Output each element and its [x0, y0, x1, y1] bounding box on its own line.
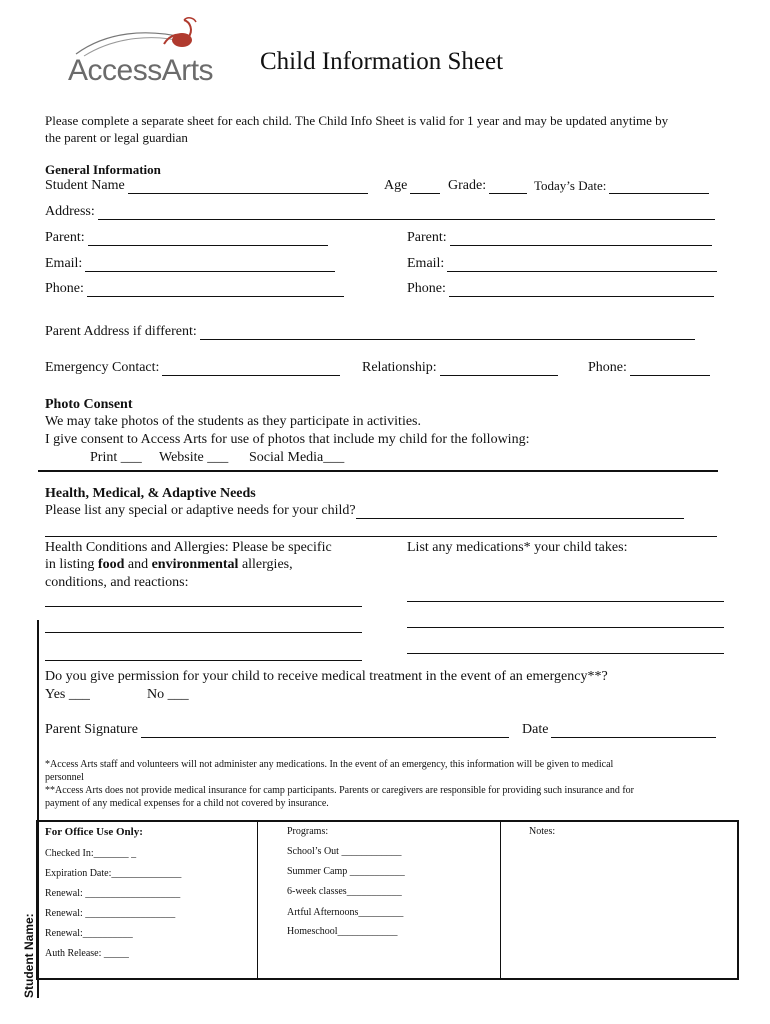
program-artful-afternoons[interactable]: Artful Afternoons_________ [287, 907, 404, 918]
signature-date-field[interactable] [522, 722, 716, 738]
office-programs-label: Programs: [287, 826, 329, 837]
adaptive-needs-label: Please list any special or adaptive needs for your child? [45, 503, 356, 518]
program-homeschool[interactable]: Homeschool____________ [287, 926, 398, 937]
address-line[interactable] [98, 205, 715, 220]
office-renewal-2[interactable]: Renewal: __________________ [45, 908, 176, 919]
office-renewal-3[interactable]: Renewal:__________ [45, 928, 133, 939]
office-col-divider-2 [500, 822, 501, 978]
email2-field[interactable] [407, 256, 717, 272]
section-divider [38, 470, 718, 472]
parent1-label: Parent: [45, 230, 85, 245]
office-notes-label: Notes: [529, 826, 556, 837]
permission-no[interactable]: No ___ [147, 687, 189, 702]
phone1-label: Phone: [45, 281, 84, 296]
student-name-line[interactable] [128, 179, 368, 194]
emergency-phone-line[interactable] [630, 361, 710, 376]
email1-label: Email: [45, 256, 83, 271]
photo-line1: We may take photos of the students as they participate in activities. [45, 414, 421, 429]
office-use-box [36, 820, 739, 980]
parent1-field[interactable] [45, 230, 328, 246]
logo [66, 14, 226, 94]
photo-line2: I give consent to Access Arts for use of photos that include my child for the following: [45, 432, 530, 447]
email1-line[interactable] [85, 257, 335, 272]
parent1-line[interactable] [88, 231, 328, 246]
parent2-label: Parent: [407, 230, 447, 245]
intro-text: Please complete a separate sheet for each child. The Child Info Sheet is valid for 1 year and may be updated anytime by [45, 113, 669, 128]
medications-line-2[interactable] [407, 627, 724, 628]
email1-field[interactable] [45, 256, 335, 272]
phone1-field[interactable] [45, 281, 344, 297]
note-1b: personnel [45, 772, 84, 783]
phone2-field[interactable] [407, 281, 714, 297]
emergency-contact-field[interactable] [45, 360, 340, 376]
todays-date-field[interactable] [534, 178, 709, 194]
program-6-week[interactable]: 6-week classes___________ [287, 886, 402, 897]
todays-date-label: Today’s Date: [534, 178, 607, 193]
email2-line[interactable] [447, 257, 717, 272]
program-schools-out[interactable]: School’s Out ____________ [287, 846, 402, 857]
age-label: Age [384, 178, 408, 193]
signature-label: Parent Signature [45, 722, 138, 737]
photo-print-option[interactable]: Print ___ [90, 450, 142, 465]
grade-line[interactable] [489, 179, 527, 194]
phone1-line[interactable] [87, 282, 344, 297]
address-field[interactable] [45, 204, 715, 220]
emergency-contact-line[interactable] [162, 361, 340, 376]
conditions-text-a: in listing [45, 557, 95, 572]
note-2b: payment of any medical expenses for a child not covered by insurance. [45, 798, 329, 809]
office-auth-release[interactable]: Auth Release: _____ [45, 948, 129, 959]
conditions-text-b: allergies, [241, 557, 293, 572]
medications-label: List any medications* your child takes: [407, 540, 628, 555]
medications-line-1[interactable] [407, 601, 724, 602]
photo-website-option[interactable]: Website ___ [159, 450, 229, 465]
parent-address-line[interactable] [200, 325, 695, 340]
emergency-phone-label: Phone: [588, 360, 627, 375]
parent-address-label: Parent Address if different: [45, 324, 197, 339]
photo-heading: Photo Consent [45, 397, 133, 412]
grade-field[interactable] [448, 178, 527, 194]
parent2-field[interactable] [407, 230, 712, 246]
conditions-line-2[interactable] [45, 632, 362, 633]
intro-text-2: the parent or legal guardian [45, 130, 188, 145]
general-heading: General Information [45, 162, 161, 177]
age-field[interactable] [384, 178, 440, 194]
parent-address-field[interactable] [45, 324, 695, 340]
relationship-field[interactable] [362, 360, 558, 376]
conditions-line-1[interactable] [45, 606, 362, 607]
relationship-line[interactable] [440, 361, 558, 376]
side-student-name-label: Student Name: [22, 913, 36, 998]
email2-label: Email: [407, 256, 445, 271]
emergency-phone-field[interactable] [588, 360, 710, 376]
signature-field[interactable] [45, 722, 509, 738]
conditions-label-1: Health Conditions and Allergies: Please be specific [45, 540, 332, 555]
permission-yes[interactable]: Yes ___ [45, 687, 90, 702]
conditions-environmental: environmental [151, 557, 239, 572]
health-heading: Health, Medical, & Adaptive Needs [45, 486, 256, 501]
office-heading: For Office Use Only: [45, 826, 143, 838]
conditions-line-3[interactable] [45, 660, 362, 661]
logo-text: AccessArts [68, 54, 214, 87]
adaptive-needs-field[interactable] [45, 503, 684, 519]
note-2: **Access Arts does not provide medical insurance for camp participants. Parents or caregivers are responsible for providing such insurance and for [45, 785, 634, 796]
office-col-divider-1 [257, 822, 258, 978]
parent2-line[interactable] [450, 231, 712, 246]
age-line[interactable] [410, 179, 440, 194]
adaptive-needs-line[interactable] [356, 504, 684, 519]
signature-line[interactable] [141, 723, 509, 738]
medications-line-3[interactable] [407, 653, 724, 654]
conditions-and: and [127, 557, 149, 572]
office-checked-in[interactable]: Checked In:_______ _ [45, 848, 137, 859]
emergency-contact-label: Emergency Contact: [45, 360, 160, 375]
side-margin-line [37, 620, 39, 998]
office-expiration[interactable]: Expiration Date:______________ [45, 868, 182, 879]
todays-date-line[interactable] [609, 179, 709, 194]
student-name-label: Student Name [45, 178, 125, 193]
relationship-label: Relationship: [362, 360, 437, 375]
page-title: Child Information Sheet [260, 48, 504, 75]
phone2-label: Phone: [407, 281, 446, 296]
student-name-field[interactable] [45, 178, 368, 194]
signature-date-line[interactable] [551, 723, 716, 738]
adaptive-needs-line-2[interactable] [45, 536, 717, 537]
permission-question: Do you give permission for your child to receive medical treatment in the event of an emergency**? [45, 669, 608, 684]
conditions-label-3: conditions, and reactions: [45, 575, 189, 590]
office-renewal-1[interactable]: Renewal: ___________________ [45, 888, 181, 899]
conditions-food: food [97, 557, 125, 572]
phone2-line[interactable] [449, 282, 714, 297]
conditions-label-2 [45, 557, 293, 573]
photo-social-option[interactable]: Social Media___ [249, 450, 345, 465]
grade-label: Grade: [448, 178, 487, 193]
program-summer-camp[interactable]: Summer Camp ___________ [287, 866, 405, 877]
address-label: Address: [45, 204, 95, 219]
note-1: *Access Arts staff and volunteers will not administer any medications. In the event of an emergency, this information will be given to medical [45, 759, 614, 770]
signature-date-label: Date [522, 722, 549, 737]
